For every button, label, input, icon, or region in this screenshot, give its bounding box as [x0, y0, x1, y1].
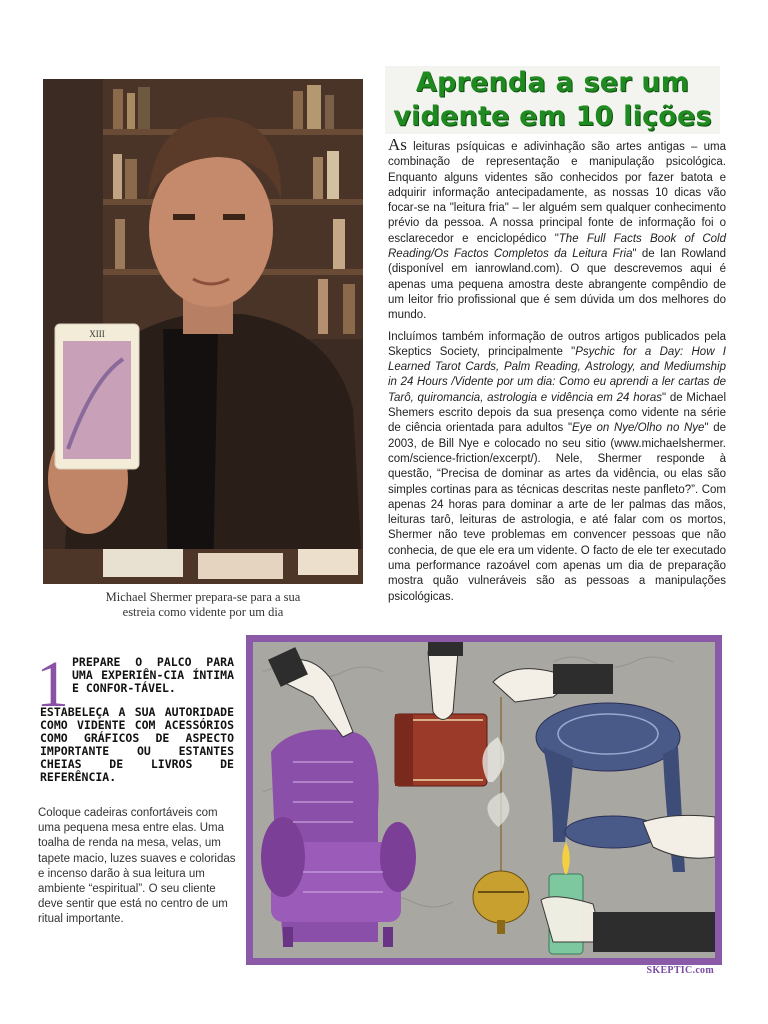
shermer-photo-art	[43, 79, 363, 584]
intro-p1-text-a: leituras psíquicas e adivinhação são artes antigas – uma combinação de representação e manipulação psicológica. Enquanto alguns videntes são conhecidos por fazer batota e adquirir informação antecipadamente, as nossas 10 dicas vão focar-se na "leitura fria" – ler alguém sem qualquer conhecimento prévio da pessoa. A nossa principal fonte de informação foi o esclarecedor e enciclopédico "	[388, 141, 726, 245]
photo-caption	[43, 590, 363, 620]
skeptic-credit: SKEPTIC.com	[646, 965, 714, 976]
step-number: 1	[36, 648, 69, 721]
intro-p2-text-c: " de 2003, de Bill Nye e colocado no seu sitio (www.michaelshermer. com/science-friction/excerpt/). Nele, Shermer responde à questão, “Precisa de dominar as artes da vidência, ou elas são simples cortinas para as técnicas descritas neste panfleto?”. Com apenas 24 horas para dominar a arte de ler palmas das mãos, leituras tarô, leituras de astrologia, e até falar com os mortos, Shermer não teve problemas em convencer pessoas que não conhecia, de que ele era um vidente. O facto de ele ter executado uma performance razoável com apenas um dia de preparação mostra quão vulneráveis são as pessoas a manipulações psicológicas.	[388, 422, 727, 603]
illustration-frame	[246, 635, 722, 965]
intro-article-title: Psychic for a Day: How I Learned Tarot Cards, Palm Reading, Astrology, and Mediumship in 24 Hours /Vidente por um dia: Como eu aprendi a ler cartas de Tarô, quiromancia, astrologia e vidência em 24 horas	[388, 345, 726, 404]
shermer-photo	[43, 79, 363, 584]
page-title-line1: Aprenda a ser um	[415, 67, 690, 98]
intro-book-title: The Full Facts Book of Cold Reading/Os Factos Completos da Leitura Fria	[388, 232, 726, 261]
intro-paragraph-2	[388, 330, 726, 605]
illustration-art	[253, 642, 715, 958]
intro-text	[388, 137, 726, 611]
intro-p1-text-b: " de Ian Rowland (disponível em ianrowland.com). O que descrevemos aqui é apenas uma pequena amostra deste abrangente compêndio de um leitor frio profissional que é sem dúvida um dos melhores do mundo.	[388, 248, 726, 322]
intro-p2-text-a: Incluímos também informação de outros artigos publicados pela Skeptics Society, principalmente "	[388, 330, 726, 358]
intro-show-title: Eye on Nye/Olho no Nye	[572, 422, 705, 435]
step-body: Coloque cadeiras confortáveis com uma pequena mesa entre elas. Uma toalha de renda na mesa, velas, um tapete macio, luzes suaves e coloridas e incenso darão à sua leitura um ambiente “espiritual”. O seu cliente deve sentir que está no centro de um ritual importante.	[38, 807, 236, 926]
book-icon	[395, 714, 487, 786]
step-subheading: ESTABELEÇA A SUA AUTORIDADE COMO VIDENTE COM ACESSÓRIOS COMO GRÁFICOS DE ASPECTO IMPORTANTE OU ESTANTES CHEIAS DE LIVROS DE REFERÊNCIA.	[40, 705, 234, 784]
illustration	[253, 642, 715, 958]
page-title-line2: vidente em 10 lições	[393, 101, 712, 132]
intro-dropcap: As	[388, 135, 407, 154]
intro-paragraph-1	[388, 137, 726, 324]
intro-p2-text-b: " de Michael Shemers escrito depois da sua presença como vidente na série de ciência orientada para adultos "	[388, 391, 726, 435]
photo-caption-line1: Michael Shermer prepara-se para a sua	[105, 590, 301, 604]
tarot-card-label: XIII	[89, 329, 105, 339]
photo-caption-line2: estreia como vidente por um dia	[122, 605, 284, 619]
page-title	[385, 66, 720, 134]
step-heading: PREPARE O PALCO PARA UMA EXPERIÊN-CIA ÍNTIMA E CONFOR-TÁVEL.	[72, 655, 234, 695]
